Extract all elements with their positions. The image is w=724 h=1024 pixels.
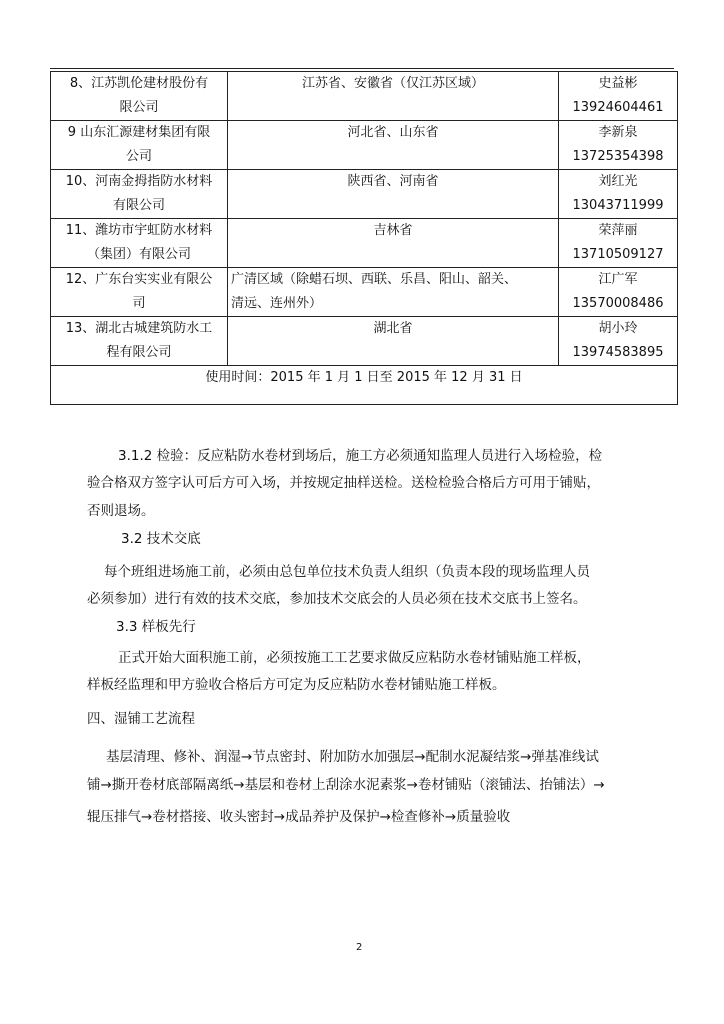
contact-phone: 13043711999 (572, 198, 664, 213)
page-number: 2 (356, 942, 363, 953)
contact-phone: 13725354398 (572, 149, 664, 164)
company-name-line: 有限公司 (112, 198, 165, 213)
contact-cell (559, 317, 678, 366)
paragraph-3-3-line-2: 样板经监理和甲方验收合格后方可定为反应粘防水卷材铺贴施工样板。 (87, 677, 506, 693)
company-cell (51, 170, 228, 219)
table-row (51, 170, 678, 219)
contact-name: 胡小玲 (598, 321, 638, 336)
region-cell (228, 72, 559, 121)
company-cell (51, 317, 228, 366)
company-name-line: 8、江苏凯伦建材股份有 (69, 76, 209, 91)
contact-name: 江广军 (598, 272, 638, 287)
region-line: 河北省、山东省 (347, 125, 439, 140)
company-name-line: 13、湖北古城建筑防水工 (65, 321, 213, 336)
paragraph-4-line-3: 辊压排气→卷材搭接、收头密封→成品养护及保护→检查修补→质量验收 (87, 809, 511, 825)
contact-name: 刘红光 (598, 174, 638, 189)
usage-period: 使用时间：2015 年 1 月 1 日至 2015 年 12 月 31 日 (51, 366, 678, 405)
company-name-line: 11、潍坊市宇虹防水材料 (65, 223, 213, 238)
region-line: 吉林省 (373, 223, 413, 238)
contact-cell (559, 72, 678, 121)
paragraph-4-line-1: 基层清理、修补、润湿→节点密封、附加防水加强层→配制水泥凝结浆→弹基准线试 (106, 749, 599, 765)
company-name-line: 程有限公司 (106, 345, 172, 360)
company-cell (51, 72, 228, 121)
heading-3-2: 3.2 技术交底 (121, 531, 201, 547)
paragraph-3-2-line-2: 必须参加）进行有效的技术交底，参加技术交底会的人员必须在技术交底书上签名。 (87, 591, 587, 607)
contact-name: 史益彬 (598, 76, 638, 91)
paragraph-3-1-2-line-3: 否则退场。 (87, 503, 155, 519)
table-row (51, 121, 678, 170)
contact-cell (559, 170, 678, 219)
paragraph-3-1-2-line-1: 3.1.2 检验：反应粘防水卷材到场后，施工方必须通知监理人员进行入场检验，检 (118, 448, 603, 464)
table-row (51, 317, 678, 366)
contact-phone: 13974583895 (572, 345, 664, 360)
table-row (51, 219, 678, 268)
contact-phone: 13570008486 (572, 296, 664, 311)
region-cell (228, 170, 559, 219)
region-cell (228, 268, 559, 317)
contact-name: 李新泉 (598, 125, 638, 140)
contact-cell (559, 219, 678, 268)
region-line: 江苏省、安徽省（仅江苏区域） (301, 76, 484, 91)
paragraph-3-2-line-1: 每个班组进场施工前，必须由总包单位技术负责人组织（负责本段的现场监理人员 (104, 564, 590, 580)
company-cell (51, 219, 228, 268)
region-line: 陕西省、河南省 (347, 174, 439, 189)
heading-3-3: 3.3 样板先行 (116, 619, 196, 635)
company-name-line: 10、河南金拇指防水材料 (65, 174, 213, 189)
table-row (51, 268, 678, 317)
contact-phone: 13924604461 (572, 100, 664, 115)
company-name-line: 限公司 (119, 100, 159, 115)
contact-cell (559, 268, 678, 317)
region-cell (228, 121, 559, 170)
heading-4: 四、湿铺工艺流程 (87, 711, 195, 727)
table-row (51, 72, 678, 121)
paragraph-3-1-2-line-2: 验合格双方签字认可后方可入场，并按规定抽样送检。送检检验合格后方可用于铺贴， (87, 475, 600, 491)
region-cell (228, 317, 559, 366)
supplier-table (50, 71, 678, 405)
region-line: 湖北省 (373, 321, 413, 336)
company-name-line: 公司 (125, 149, 152, 164)
region-line: 广清区域（除蜡石坝、西联、乐昌、阳山、韶关、 (231, 272, 518, 287)
region-cell (228, 219, 559, 268)
supplier-table-body (51, 72, 678, 366)
contact-name: 荣萍丽 (598, 223, 638, 238)
contact-phone: 13710509127 (572, 247, 664, 262)
paragraph-4-line-2: 铺→撕开卷材底部隔离纸→基层和卷材上刮涂水泥素浆→卷材铺贴（滚铺法、抬铺法）→ (87, 777, 605, 793)
table-top-rule (50, 68, 674, 69)
paragraph-3-3-line-1: 正式开始大面积施工前，必须按施工工艺要求做反应粘防水卷材铺贴施工样板， (118, 650, 591, 666)
contact-cell (559, 121, 678, 170)
company-name-line: （集团）有限公司 (86, 247, 191, 262)
company-name-line: 司 (132, 296, 146, 311)
company-name-line: 12、广东台实实业有限公 (65, 272, 213, 287)
region-line: 清远、连州外） (231, 296, 323, 311)
company-cell (51, 121, 228, 170)
table-footer-row (51, 366, 678, 405)
company-name-line: 9 山东汇源建材集团有限 (67, 125, 211, 140)
company-cell (51, 268, 228, 317)
